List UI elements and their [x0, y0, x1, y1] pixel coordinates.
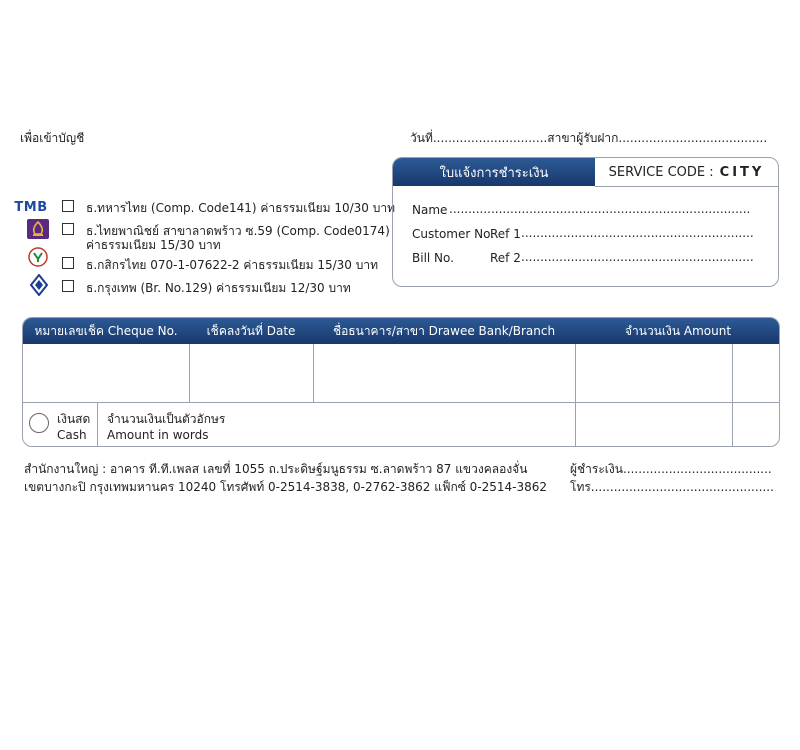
payer-field[interactable]: ผู้ชำระเงิน....................................... — [570, 462, 772, 476]
col-bank-branch: ชื่อธนาคาร/สาขา Drawee Bank/Branch — [332, 323, 556, 338]
name-label: Name — [412, 203, 448, 217]
cash-satang-cell[interactable] — [733, 403, 780, 447]
amount-words-label-en: Amount in words — [107, 428, 209, 442]
ref2-field[interactable]: ............................................................. — [521, 250, 754, 264]
bank-option-scb: ธ.ไทยพาณิชย์ สาขาลาดพร้าว ซ.59 (Comp. Code0174) — [86, 224, 390, 238]
name-field[interactable]: ............................................................................... — [449, 202, 751, 216]
for-account-label: เพื่อเข้าบัญชี — [20, 131, 85, 145]
scb-checkbox[interactable] — [62, 223, 74, 235]
bank-branch-cell[interactable] — [314, 344, 575, 402]
amount-satang-cell[interactable] — [733, 344, 780, 402]
cheque-no-cell[interactable] — [23, 344, 189, 402]
bank-option-scb-fee: ค่าธรรมเนียม 15/30 บาท — [86, 238, 221, 252]
cheque-table-header — [23, 318, 779, 344]
service-code — [595, 158, 778, 187]
date-cell[interactable] — [190, 344, 313, 402]
kbank-logo — [27, 247, 49, 267]
customer-no-label: Customer No. — [412, 227, 495, 241]
cash-label-en: Cash — [57, 428, 87, 442]
bbl-checkbox[interactable] — [62, 280, 74, 292]
cash-radio[interactable] — [29, 413, 49, 433]
payment-slip-title: ใบแจ้งการชำระเงิน — [393, 158, 595, 186]
ref2-label: Ref 2 — [490, 251, 521, 265]
tel-field[interactable]: โทร................................................ — [570, 480, 774, 494]
cash-label-th: เงินสด — [57, 412, 91, 426]
service-code-label: SERVICE CODE : — [608, 164, 714, 180]
date-branch-line[interactable]: วันที่..............................สาขาผู้รับฝาก....................................... — [410, 131, 768, 145]
amount-cell[interactable] — [576, 344, 732, 402]
ref1-label: Ref 1 — [490, 227, 521, 241]
footer-address-line2: เขตบางกะปิ กรุงเทพมหานคร 10240 โทรศัพท์ 0-2514-3838, 0-2762-3862 แฟ็กซ์ 0-2514-3862 — [24, 480, 548, 494]
tmb-logo: TMB — [14, 199, 48, 215]
bbl-logo — [28, 275, 50, 295]
kbank-checkbox[interactable] — [62, 257, 74, 269]
ref1-field[interactable]: ............................................................. — [521, 226, 754, 240]
footer-address-line1: สำนักงานใหญ่ : อาคาร ที.ที.เพลส เลขที่ 1055 ถ.ประดิษฐ์มนูธรรม ซ.ลาดพร้าว 87 แขวงคลองจั่น — [24, 462, 528, 476]
bank-option-bbl: ธ.กรุงเทพ (Br. No.129) ค่าธรรมเนียม 12/30 บาท — [86, 281, 351, 295]
bank-option-kbank: ธ.กสิกรไทย 070-1-07622-2 ค่าธรรมเนียม 15/30 บาท — [86, 258, 378, 272]
cash-amount-cell[interactable] — [576, 403, 732, 447]
col-cheque-no: หมายเลขเช็ค Cheque No. — [34, 323, 178, 338]
service-code-value: CITY — [719, 164, 765, 180]
amount-words-label-th: จำนวนเงินเป็นตัวอักษร — [107, 412, 226, 426]
col-amount: จำนวนเงิน Amount — [624, 323, 732, 338]
divider — [97, 402, 98, 447]
col-date: เช็คลงวันที่ Date — [206, 323, 296, 338]
bill-no-label: Bill No. — [412, 251, 454, 265]
payment-slip-box — [392, 157, 779, 287]
bank-option-tmb: ธ.ทหารไทย (Comp. Code141) ค่าธรรมเนียม 10/30 บาท — [86, 201, 396, 215]
tmb-checkbox[interactable] — [62, 200, 74, 212]
cheque-table — [22, 317, 780, 447]
scb-logo — [27, 219, 49, 239]
